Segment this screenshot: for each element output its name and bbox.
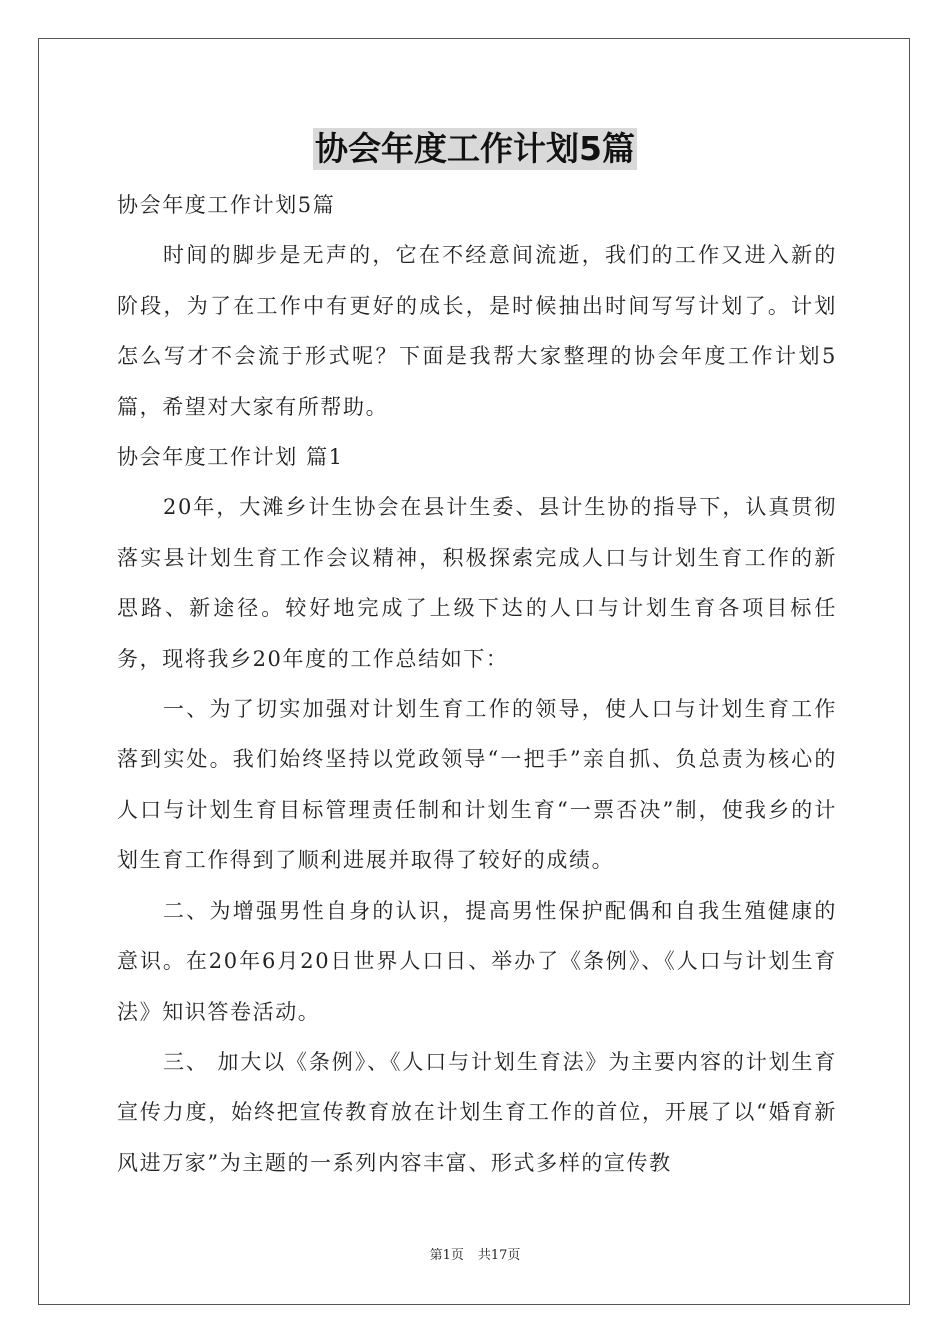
page-number: 第1页 [429, 1248, 464, 1263]
subtitle-heading: 协会年度工作计划5篇 [117, 193, 336, 217]
body-paragraph: 20年，大滩乡计生协会在县计生委、县计生协的指导下，认真贯彻落实县计划生育工作会议精神，积极探索完成人口与计划生育工作的新思路、新途径。较好地完成了上级下达的人口与计划生育各项目标任务，现将我乡20年度的工作总结如下： [117, 495, 837, 671]
body-paragraph: 一、为了切实加强对计划生育工作的领导，使人口与计划生育工作落到实处。我们始终坚持以党政领导“一把手”亲自抓、负总责为核心的人口与计划生育目标管理责任制和计划生育“一票否决”制，使我乡的计划生育工作得到了顺利进展并取得了较好的成绩。 [117, 697, 837, 873]
document-title: 协会年度工作计划5篇 [315, 129, 635, 168]
section-heading: 协会年度工作计划 篇1 [117, 445, 344, 470]
document-body [117, 180, 837, 1188]
title-container [0, 128, 950, 170]
intro-paragraph: 时间的脚步是无声的，它在不经意间流逝，我们的工作又进入新的阶段，为了在工作中有更好的成长，是时候抽出时间写写计划了。计划怎么写才不会流于形式呢？下面是我帮大家整理的协会年度工作计划5篇，希望对大家有所帮助。 [117, 243, 837, 419]
page-total: 共17页 [477, 1248, 521, 1263]
body-paragraph: 二、为增强男性自身的认识，提高男性保护配偶和自我生殖健康的意识。在20年6月20日世界人口日、举办了《条例》、《人口与计划生育法》知识答卷活动。 [117, 898, 837, 1024]
body-paragraph: 三、 加大以《条例》、《人口与计划生育法》为主要内容的计划生育宣传力度，始终把宣传教育放在计划生育工作的首位，开展了以“婚育新风进万家”为主题的一系列内容丰富、形式多样的宣传教 [117, 1049, 837, 1175]
page-footer [0, 1244, 950, 1263]
